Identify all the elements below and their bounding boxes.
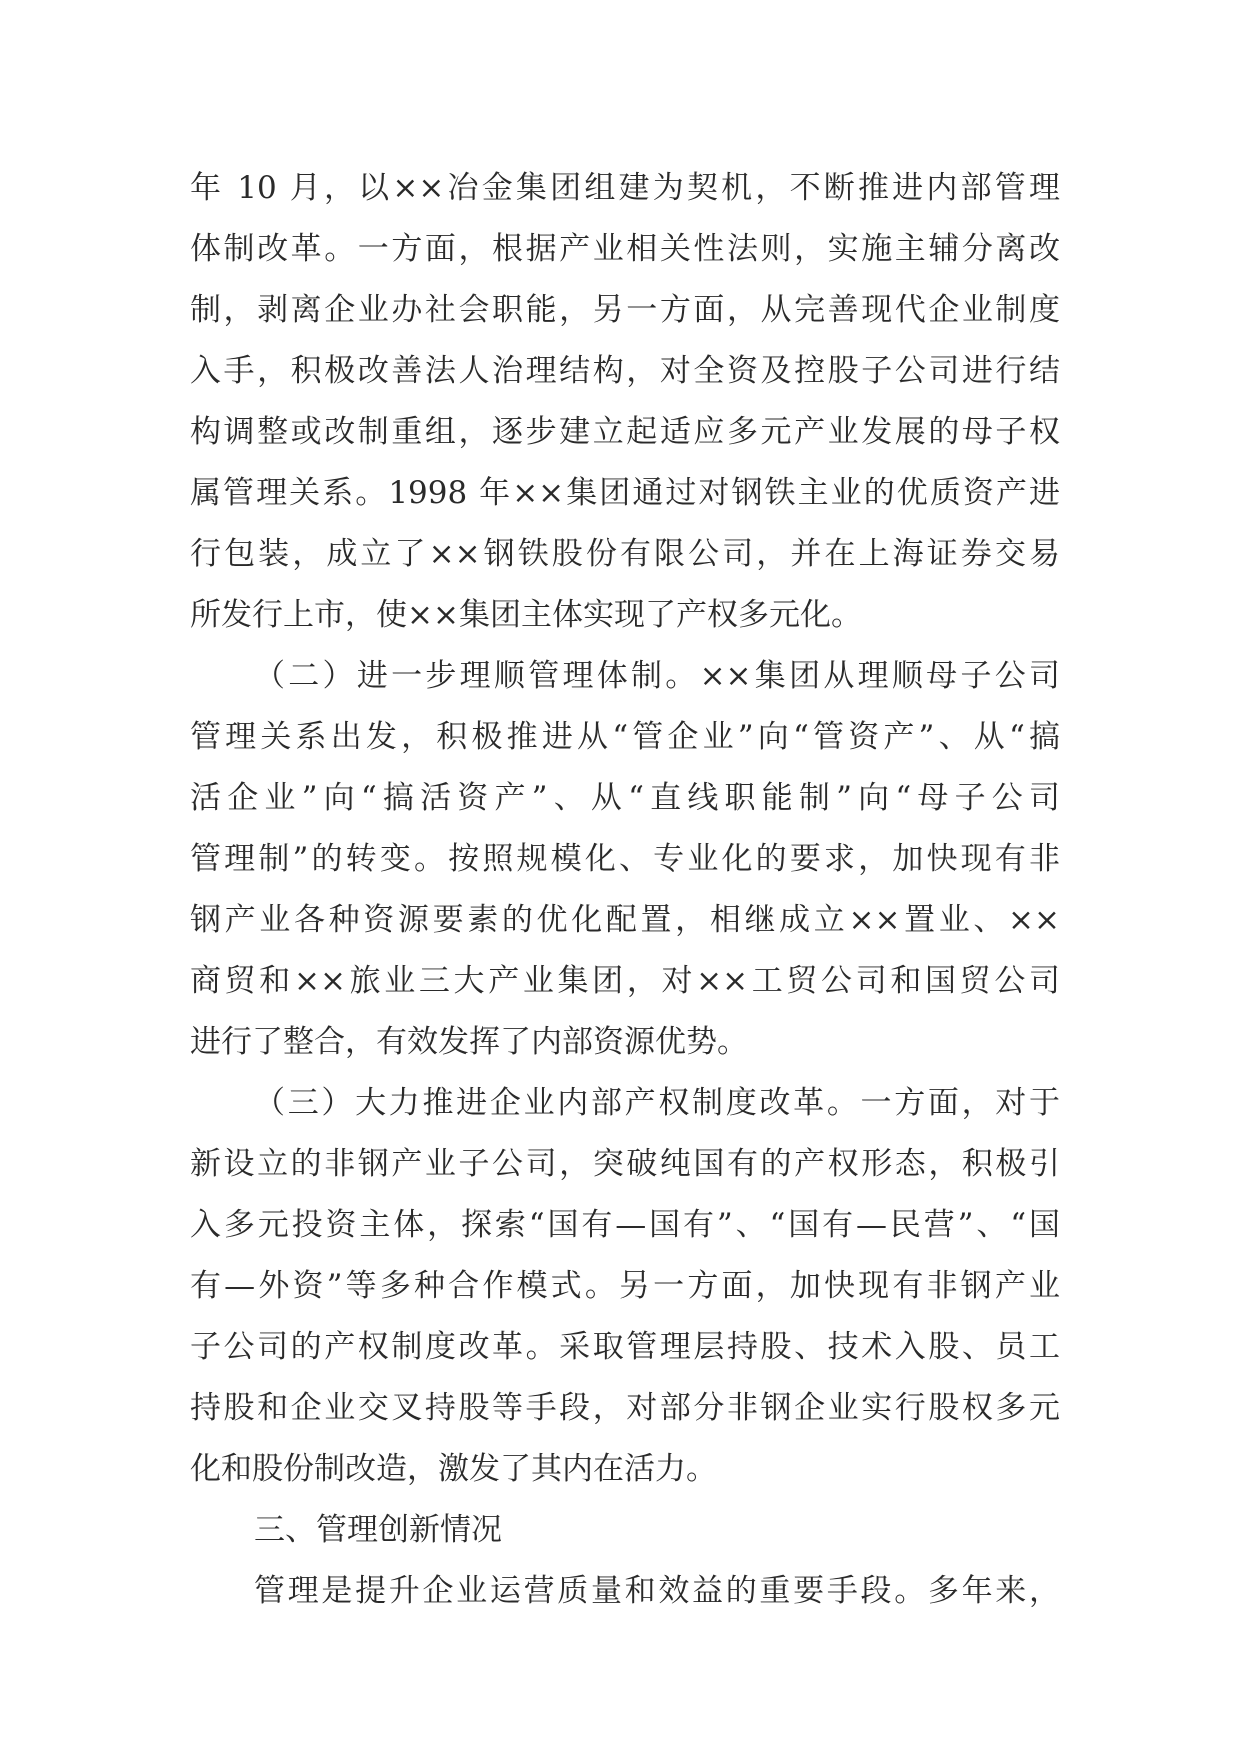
section-heading-2-line: （二）进一步理顺管理体制。××集团从理顺母子公司 [254,658,1060,694]
text-line: 年 10 月，以××冶金集团组建为契机，不断推进内部管理 [190,170,1060,206]
text-line: 管理关系出发，积极推进从“管企业”向“管资产”、从“搞 [190,719,1060,755]
text-line: 持股和企业交叉持股等手段，对部分非钢企业实行股权多元 [190,1390,1060,1426]
text-line: 属管理关系。1998 年××集团通过对钢铁主业的优质资产进 [190,475,1060,511]
section-heading-3-line: （三）大力推进企业内部产权制度改革。一方面，对于 [254,1085,1060,1121]
text-line: 管理是提升企业运营质量和效益的重要手段。多年来， [254,1573,1060,1609]
text-line: 制，剥离企业办社会职能，另一方面，从完善现代企业制度 [190,292,1060,328]
text-line: 体制改革。一方面，根据产业相关性法则，实施主辅分离改 [190,231,1060,267]
text-line: 行包装，成立了××钢铁股份有限公司，并在上海证券交易 [190,536,1060,572]
text-line: 进行了整合，有效发挥了内部资源优势。 [190,1024,748,1060]
text-line: 入多元投资主体，探索“国有—国有”、“国有—民营”、“国 [190,1207,1060,1243]
text-line: 所发行上市，使××集团主体实现了产权多元化。 [190,597,862,633]
text-line: 构调整或改制重组，逐步建立起适应多元产业发展的母子权 [190,414,1060,450]
text-line: 管理制”的转变。按照规模化、专业化的要求，加快现有非 [190,841,1060,877]
text-line: 子公司的产权制度改革。采取管理层持股、技术入股、员工 [190,1329,1060,1365]
text-line: 化和股份制改造，激发了其内在活力。 [190,1451,717,1487]
body-text [190,158,1060,1622]
text-line: 商贸和××旅业三大产业集团，对××工贸公司和国贸公司 [190,963,1060,999]
text-line: 新设立的非钢产业子公司，突破纯国有的产权形态，积极引 [190,1146,1060,1182]
chapter-heading: 三、管理创新情况 [254,1512,502,1548]
text-line: 有—外资”等多种合作模式。另一方面，加快现有非钢产业 [190,1268,1060,1304]
text-line: 活企业”向“搞活资产”、从“直线职能制”向“母子公司 [190,780,1060,816]
text-line: 钢产业各种资源要素的优化配置，相继成立××置业、×× [190,902,1060,938]
text-line: 入手，积极改善法人治理结构，对全资及控股子公司进行结 [190,353,1060,389]
